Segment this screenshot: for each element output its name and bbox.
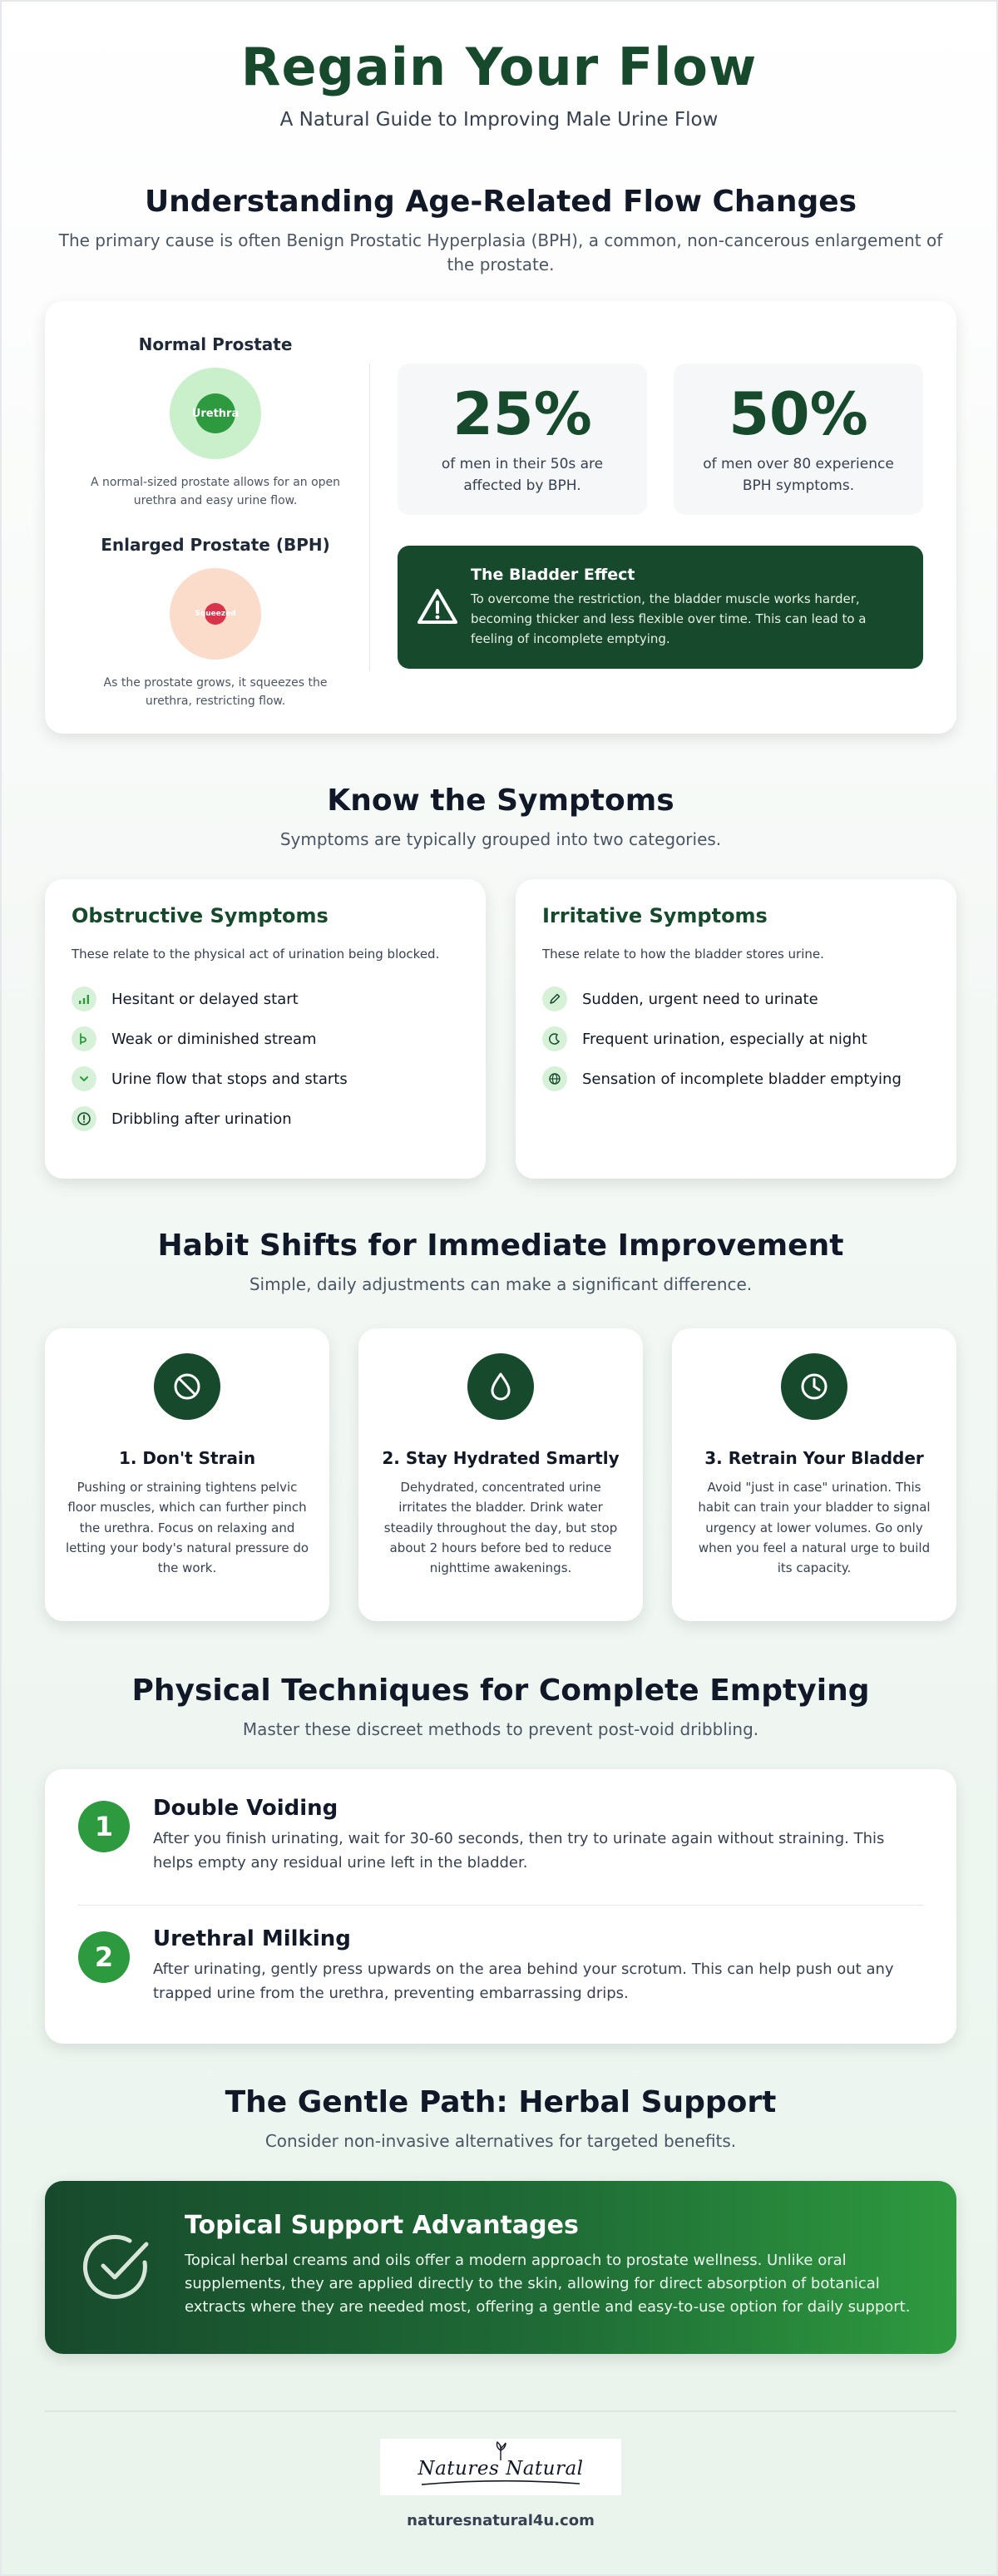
bladder-effect-text: To overcome the restriction, the bladder muscle works harder, becoming thicker and less flexible over time. This can lead to a feeling of incomplete emptying. <box>471 591 867 646</box>
stat-value: 50% <box>729 380 868 448</box>
techniques-card <box>45 1769 956 2044</box>
section-subtitle: The primary cause is often Benign Prostatic Hyperplasia (BPH), a common, non-cancerous enlargement of the prostate. <box>58 230 943 274</box>
section-subtitle: Simple, daily adjustments can make a significant difference. <box>249 1274 753 1294</box>
normal-prostate <box>70 334 361 510</box>
weak-stream-icon <box>72 1026 96 1051</box>
footer-url[interactable]: naturesnatural4u.com <box>407 2512 595 2529</box>
symptom-text: Urine flow that stops and starts <box>111 1070 348 1088</box>
technique-text: After you finish urinating, wait for 30-60 seconds, then try to urinate again without straining. This helps empty any residual urine left in the bladder. <box>153 1830 885 1871</box>
card-title: Irritative Symptoms <box>542 904 768 927</box>
herbal-section <box>2 2085 998 2316</box>
urethra-open: Urethra <box>195 393 235 433</box>
divider <box>78 1905 923 1906</box>
topical-support-card <box>45 2181 956 2354</box>
card-title: Obstructive Symptoms <box>72 904 329 927</box>
section-title: Understanding Age-Related Flow Changes <box>144 185 857 219</box>
section-title: Know the Symptoms <box>327 784 674 818</box>
card-intro: These relate to how the bladder stores urine. <box>542 947 824 962</box>
list-item <box>72 979 459 1019</box>
footer-divider <box>45 2410 956 2412</box>
section-title: Habit Shifts for Immediate Improvement <box>157 1229 844 1263</box>
card-intro: These relate to the physical act of urination being blocked. <box>72 947 440 962</box>
normal-prostate-heading: Normal Prostate <box>138 334 293 354</box>
habit-title: 3. Retrain Your Bladder <box>704 1448 924 1468</box>
section-title: The Gentle Path: Herbal Support <box>225 2085 777 2119</box>
logo-text: Natures Natural <box>417 2458 584 2480</box>
habit-title: 2. Stay Hydrated Smartly <box>382 1448 620 1468</box>
list-item <box>542 979 930 1019</box>
leaf-icon <box>493 2440 508 2462</box>
symptom-text: Dribbling after urination <box>111 1110 292 1128</box>
no-strain-icon <box>154 1353 220 1420</box>
logo-swoosh <box>413 2480 588 2488</box>
section-subtitle: Master these discreet methods to prevent post-void dribbling. <box>242 1719 759 1739</box>
stat-card <box>674 363 923 515</box>
list-item <box>542 1019 930 1059</box>
signal-bars-icon <box>72 986 96 1011</box>
prostate-comparison-card <box>45 301 956 734</box>
age-changes-section <box>2 185 998 709</box>
step-number: 2 <box>78 1931 130 1983</box>
warning-icon <box>416 586 459 629</box>
symptoms-section <box>2 784 998 1128</box>
stat-value: 25% <box>452 380 592 448</box>
technique-title: Urethral Milking <box>153 1926 351 1951</box>
step-number: 1 <box>78 1801 130 1852</box>
technique-title: Double Voiding <box>153 1796 338 1821</box>
enlarged-prostate-heading: Enlarged Prostate (BPH) <box>101 535 330 556</box>
habit-card <box>358 1328 643 1621</box>
enlarged-prostate-caption: As the prostate grows, it squeezes the urethra, restricting flow. <box>103 676 328 709</box>
habit-card <box>45 1328 329 1621</box>
list-item <box>72 1059 459 1099</box>
check-circle-icon <box>78 2229 155 2306</box>
symptom-text: Sensation of incomplete bladder emptying <box>582 1070 902 1088</box>
vertical-divider <box>369 363 370 671</box>
symptom-text: Frequent urination, especially at night <box>582 1030 867 1048</box>
list-item <box>542 1059 930 1099</box>
symptom-text: Hesitant or delayed start <box>111 990 299 1008</box>
list-item <box>72 1099 459 1139</box>
clock-icon <box>781 1353 847 1420</box>
stat-description: of men in their 50s are affected by BPH. <box>441 456 604 495</box>
techniques-section <box>2 1674 998 2002</box>
chevron-down-icon <box>72 1066 96 1091</box>
enlarged-prostate <box>70 535 361 710</box>
symptom-text: Weak or diminished stream <box>111 1030 317 1048</box>
enlarged-prostate-diagram <box>170 568 261 660</box>
obstructive-symptoms-card <box>45 879 486 1179</box>
page-subtitle: A Natural Guide to Improving Male Urine Flow <box>279 109 719 131</box>
section-subtitle: Consider non-invasive alternatives for targeted benefits. <box>264 2131 737 2151</box>
bladder-effect-title: The Bladder Effect <box>471 566 635 584</box>
habit-text: Dehydrated, concentrated urine irritates the bladder. Drink water steadily throughout the day, but stop about 2 hours before bed to reduce nighttime awakenings. <box>383 1480 618 1576</box>
card-text: Topical herbal creams and oils offer a modern approach to prostate wellness. Unlike oral supplements, they are applied directly to the skin, allowing for direct absorption of botanical extracts where they are needed most, offering a gentle and easy-to-use option for daily support. <box>185 2252 911 2316</box>
globe-icon <box>542 1066 567 1091</box>
alert-circle-icon <box>72 1106 96 1131</box>
section-title: Physical Techniques for Complete Emptying <box>131 1674 870 1708</box>
pencil-icon <box>542 986 567 1011</box>
prostate-comparison <box>70 334 361 711</box>
card-title: Topical Support Advantages <box>185 2211 579 2240</box>
moon-icon <box>542 1026 567 1051</box>
habit-card <box>672 1328 956 1621</box>
section-subtitle: Symptoms are typically grouped into two categories. <box>279 829 722 849</box>
habits-section <box>2 1229 998 1576</box>
water-drop-icon <box>467 1353 534 1420</box>
stat-description: of men over 80 experience BPH symptoms. <box>703 456 894 495</box>
normal-prostate-diagram <box>170 368 261 459</box>
irritative-symptoms-card <box>516 879 956 1179</box>
normal-prostate-caption: A normal-sized prostate allows for an open urethra and easy urine flow. <box>90 476 341 507</box>
symptom-text: Sudden, urgent need to urinate <box>582 990 818 1008</box>
habit-text: Pushing or straining tightens pelvic floor muscles, which can further pinch the urethra. Focus on relaxing and letting your body's natural pressure do the work. <box>65 1480 309 1576</box>
habit-text: Avoid "just in case" urination. This habit can train your bladder to signal urgency at lower volumes. Go only when you feel a natural urge to build its capacity. <box>698 1480 931 1576</box>
technique-text: After urinating, gently press upwards on the area behind your scrotum. This can help push out any trapped urine from the urethra, preventing embarrassing drips. <box>153 1960 894 2002</box>
habit-title: 1. Don't Strain <box>118 1448 256 1468</box>
brand-logo[interactable] <box>380 2439 621 2495</box>
stat-card <box>398 363 647 515</box>
urethra-squeezed: Squeezed <box>205 603 226 625</box>
page-title: Regain Your Flow <box>240 37 758 97</box>
list-item <box>72 1019 459 1059</box>
bladder-effect-callout <box>398 546 923 669</box>
